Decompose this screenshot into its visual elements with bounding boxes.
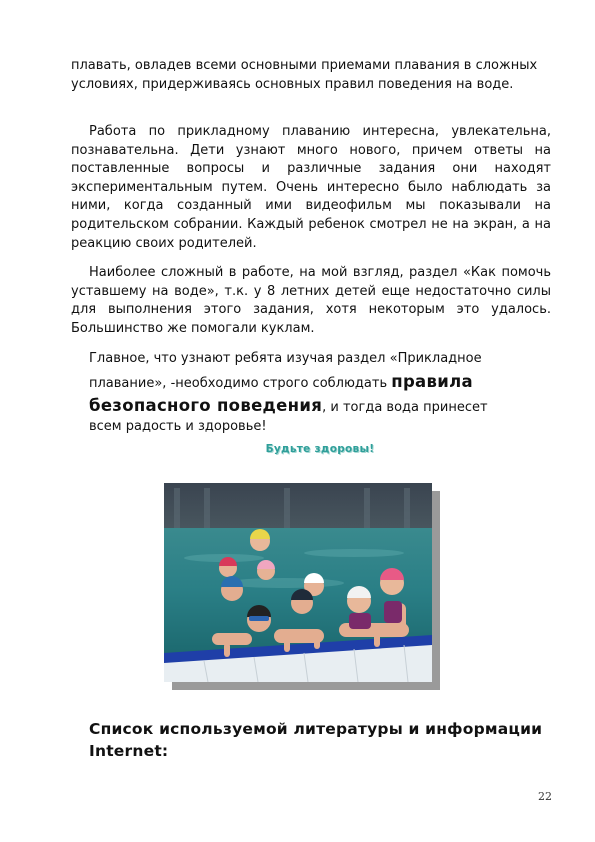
paragraph-intro: плавать, овладев всеми основными приемами плавания в сложных условиях, придерживаясь основных правил поведения на воде. [71, 58, 538, 92]
conclusion-text-after: , и тогда вода принесет [322, 400, 488, 415]
conclusion-line-3 [89, 396, 529, 417]
conclusion-line-4: всем радость и здоровье! [89, 419, 267, 434]
page-number: 22 [538, 790, 552, 803]
paragraph-work: Работа по прикладному плаванию интересна, увлекательна, познавательна. Дети узнают много нового, причем ответы на поставленные вопросы и различные задания они находят экспериментальным путем. Очень интересно было наблюдать за ними, когда созданный ими видеофильм мы показывали на родительском собрании. Каждый ребенок смотрел не на экран, а на реакцию своих родителей. [71, 124, 551, 251]
conclusion-line-1: Главное, что узнают ребята изучая раздел «Прикладное [89, 351, 482, 366]
pool-photo-graphic [164, 483, 432, 682]
paragraph-main-conclusion [89, 349, 529, 436]
image-caption: Будьте здоровы! [265, 443, 375, 455]
safe-behavior-emphasis: безопасного поведения [89, 396, 323, 415]
safety-rules-emphasis: правила [391, 372, 473, 391]
conclusion-text: плавание», -необходимо строго соблюдать [89, 376, 392, 391]
swimming-pool-photo [164, 483, 432, 682]
paragraph-difficult-section: Наиболее сложный в работе, на мой взгляд, раздел «Как помочь уставшему на воде», т.к. у 8 летних детей еще недостаточно силы для выполнения этого задания, хотя некоторым это удалось. Большинство же помогали куклам. [71, 265, 551, 336]
conclusion-line-2 [89, 370, 529, 396]
references-heading: Список используемой литературы и информации Internet: [89, 720, 543, 760]
